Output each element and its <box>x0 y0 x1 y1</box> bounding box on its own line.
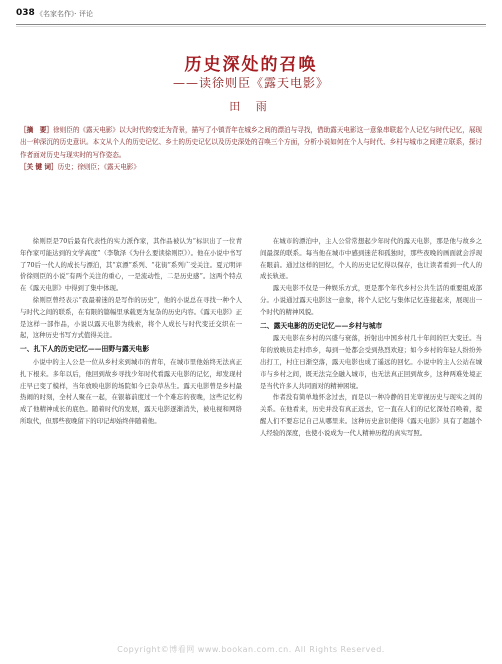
journal-name: 《名家名作》· 评论 <box>36 10 93 18</box>
body-paragraph: 徐则臣曾经表示“我最着迷的是写作的历史”，他的小说总在寻找一种个人与时代之间的联系，在有限的篇幅里承载更为复杂的历史内容。《露天电影》正是这样一部作品，小说以露天电影为线索，将个人成长与时代变迁交织在一起，这种历史书写方式值得关注。 <box>20 295 242 340</box>
article-subtitle: ——读徐则臣《露天电影》 <box>172 76 329 90</box>
page-header <box>16 8 486 22</box>
summary-tag: ［摘 要］ <box>20 126 54 134</box>
section-heading: 二、露天电影的历史记忆——乡村与城市 <box>260 321 383 330</box>
keywords-text: 历史；徐则臣；《露天电影》 <box>57 163 140 172</box>
article-author: 田 雨 <box>229 100 273 113</box>
header-rule-light <box>16 26 486 27</box>
keywords-tag: ［关 键 词］ <box>20 163 58 172</box>
header-rule <box>16 24 486 25</box>
article-title: 历史深处的召唤 <box>184 55 318 75</box>
copyright-watermark: Copyright©博看网 www.bookan.com.cn. All Rights Reserved. <box>117 645 385 654</box>
summary-text: 徐则臣的《露天电影》以大时代的变迁为背景，描写了小镇青年在城乡之间的漂泊与寻找，借助露天电影这一意象串联起个人记忆与时代记忆，展现出一种深沉的历史意识。本文从个人的历史记忆、乡土的历史记忆以及历史深处的召唤三个方面，分析小说如何在个人与时代、乡村与城市之间建立联系，探讨作者面对历史与现实时的写作姿态。 <box>20 126 483 159</box>
body-paragraph: 作者没有简单地怀念过去，而是以一种冷静的目光审视历史与现实之间的关系。在他看来，历史并没有真正远去，它一直在人们的记忆深处召唤着，提醒人们不要忘记自己从哪里来。这种历史意识使得《露天电影》具有了超越个人经验的深度，也使小说成为一代人精神历程的真实写照。 <box>260 393 482 437</box>
abstract-block <box>20 124 482 174</box>
article-body <box>20 236 482 632</box>
body-paragraph: 在城市的漂泊中，主人公常常想起少年时代的露天电影，那是他与故乡之间最深的联系。每当他在城市中感到迷茫和孤独时，那些夜晚的画面就会浮现在眼前。通过这样的回忆，个人的历史记忆得以保存，也让读者看到一代人的成长轨迹。 <box>260 237 482 281</box>
body-paragraph: 徐则臣是70后最有代表性的实力派作家，其作品被认为“标识出了一位青年作家可能达到的文学高度”（李敬泽《为什么要读徐则臣》）。他在小说中书写了70后一代人的成长与漂泊，其“京漂”系列、“花街”系列广受关注。夏元明评价徐则臣的小说“有两个关注的重心，一是流动性，二是历史感”。这两个特点在《露天电影》中得到了集中体现。 <box>20 237 242 293</box>
page-number: 038 <box>16 8 35 18</box>
body-paragraph: 露天电影不仅是一种娱乐方式，更是那个年代乡村公共生活的重要组成部分。小说通过露天电影这一意象，将个人记忆与集体记忆连接起来，展现出一个时代的精神风貌。 <box>260 284 482 316</box>
body-paragraph: 露天电影在乡村的兴盛与衰落，折射出中国乡村几十年间的巨大变迁。当年的放映员走村串乡，每到一处都会受到热烈欢迎；如今乡村的年轻人纷纷外出打工，村庄日渐空落，露天电影也成了遥远的回忆。小说中的主人公站在城市与乡村之间，既无法完全融入城市，也无法真正回到故乡，这种两难处境正是当代许多人共同面对的精神困境。 <box>260 334 482 390</box>
section-heading: 一、扎下人的历史记忆——田野与露天电影 <box>20 345 150 354</box>
body-paragraph: 小说中的主人公是一位从乡村来到城市的青年，在城市里他始终无法真正扎下根来。多年以后，他回到故乡寻找少年时代看露天电影的记忆，却发现村庄早已变了模样，当年放映电影的场院如今已杂草丛生。露天电影曾是乡村最热闹的时刻，全村人聚在一起，在银幕前度过一个个难忘的夜晚，这些记忆构成了他精神成长的底色。随着时代的发展，露天电影逐渐消失，被电视和网络所取代，但那些夜晚留下的印记却始终伴随着他。 <box>20 357 242 425</box>
